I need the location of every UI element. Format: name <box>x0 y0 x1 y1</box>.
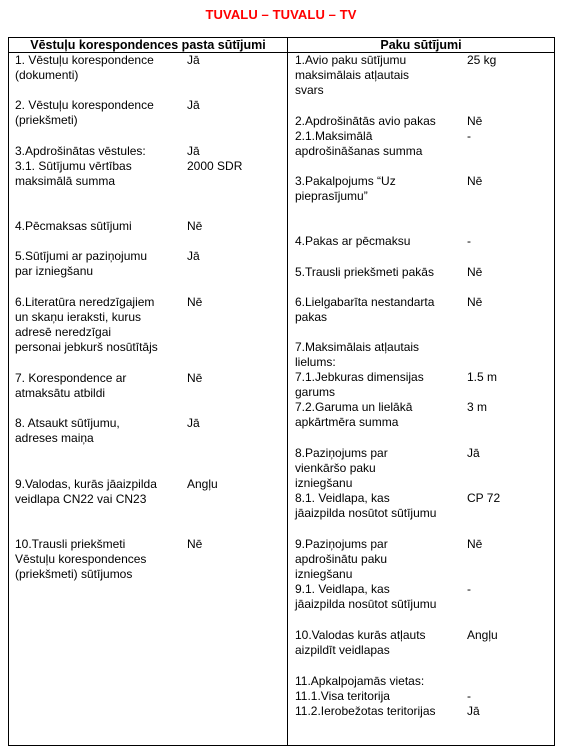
letters-row-8-value: Jā <box>187 416 200 430</box>
letters-row-3-label: 3.Apdrošinātas vēstules: 3.1. Sūtījumu vērtības maksimālā summa <box>15 144 146 188</box>
parcels-row-2-value: Nē - <box>467 114 483 143</box>
letters-row-2-label: 2. Vēstuļu korespondence (priekšmeti) <box>15 98 154 127</box>
parcels-row-10-label: 10.Valodas kurās atļauts aizpildīt veidlapas <box>295 628 426 657</box>
parcels-row-11-value: - Jā <box>467 689 480 718</box>
letters-row-5-value: Jā <box>187 249 200 263</box>
parcels-row-9-label: 9.Paziņojums par apdrošinātu paku izniegšanu 9.1. Veidlapa, kas jāaizpilda nosūtot sūtījumu <box>295 537 437 611</box>
parcels-row-5-value: Nē <box>467 265 483 279</box>
parcels-row-8-value: Jā CP 72 <box>467 446 501 505</box>
parcels-row-10-value: Angļu <box>467 628 498 642</box>
letters-row-1-label: 1. Vēstuļu korespondence (dokumenti) <box>15 53 154 82</box>
column-divider <box>287 37 288 746</box>
letters-row-9-label: 9.Valodas, kurās jāaizpilda veidlapa CN22 vai CN23 <box>15 477 157 506</box>
letters-row-9-value: Angļu <box>187 477 218 491</box>
parcels-row-7-value: 1.5 m 3 m <box>467 370 498 414</box>
letters-column-header: Vēstuļu korespondences pasta sūtījumi <box>30 38 266 52</box>
parcels-row-4-label: 4.Pakas ar pēcmaksu <box>295 234 411 248</box>
letters-row-6-label: 6.Literatūra neredzīgajiem un skaņu ieraksti, kurus adresē neredzīgai personai jebkurš nosūtītājs <box>15 295 158 354</box>
parcels-row-4-value: - <box>467 234 471 248</box>
letters-row-4-value: Nē <box>187 219 203 233</box>
letters-row-1-value: Jā <box>187 53 200 67</box>
parcels-row-6-value: Nē <box>467 295 483 309</box>
parcels-row-7-label: 7.Maksimālais atļautais lielums: 7.1.Jebkuras dimensijas garums 7.2.Garuma un lielākā apkārtmēra summa <box>295 340 424 429</box>
letters-row-4-label: 4.Pēcmaksas sūtījumi <box>15 219 132 233</box>
parcels-row-3-label: 3.Pakalpojums “Uz pieprasījumu” <box>295 174 396 203</box>
parcels-row-1-value: 25 kg <box>467 53 497 67</box>
letters-row-10-label: 10.Trausli priekšmeti Vēstuļu korespondences (priekšmeti) sūtījumos <box>15 537 147 581</box>
letters-row-3-value: Jā 2000 SDR <box>187 144 243 173</box>
parcels-row-9-value: Nē - <box>467 537 483 596</box>
parcels-row-8-label: 8.Paziņojums par vienkāršo paku izniegšanu 8.1. Veidlapa, kas jāaizpilda nosūtot sūtījumu <box>295 446 437 520</box>
parcels-row-5-label: 5.Trausli priekšmeti pakās <box>295 265 434 279</box>
letters-row-10-value: Nē <box>187 537 203 551</box>
letters-row-2-value: Jā <box>187 98 200 112</box>
parcels-row-11-label: 11.Apkalpojamās vietas: 11.1.Visa teritorija 11.2.Ierobežotas teritorijas <box>295 674 436 718</box>
letters-row-5-label: 5.Sūtījumi ar paziņojumu par izniegšanu <box>15 249 148 278</box>
parcels-row-1-label: 1.Avio paku sūtījumu maksimālais atļautais svars <box>295 53 410 97</box>
letters-row-8-label: 8. Atsaukt sūtījumu, adreses maiņa <box>15 416 120 445</box>
letters-row-7-value: Nē <box>187 371 203 385</box>
parcels-row-3-value: Nē <box>467 174 483 188</box>
parcels-column-header: Paku sūtījumi <box>380 38 462 52</box>
letters-row-6-value: Nē <box>187 295 203 309</box>
parcels-row-2-label: 2.Apdrošinātās avio pakas 2.1.Maksimālā apdrošināšanas summa <box>295 114 436 158</box>
parcels-row-6-label: 6.Lielgabarīta nestandarta pakas <box>295 295 435 324</box>
page-title: TUVALU – TUVALU – TV <box>205 7 357 22</box>
letters-row-7-label: 7. Korespondence ar atmaksātu atbildi <box>15 371 127 400</box>
